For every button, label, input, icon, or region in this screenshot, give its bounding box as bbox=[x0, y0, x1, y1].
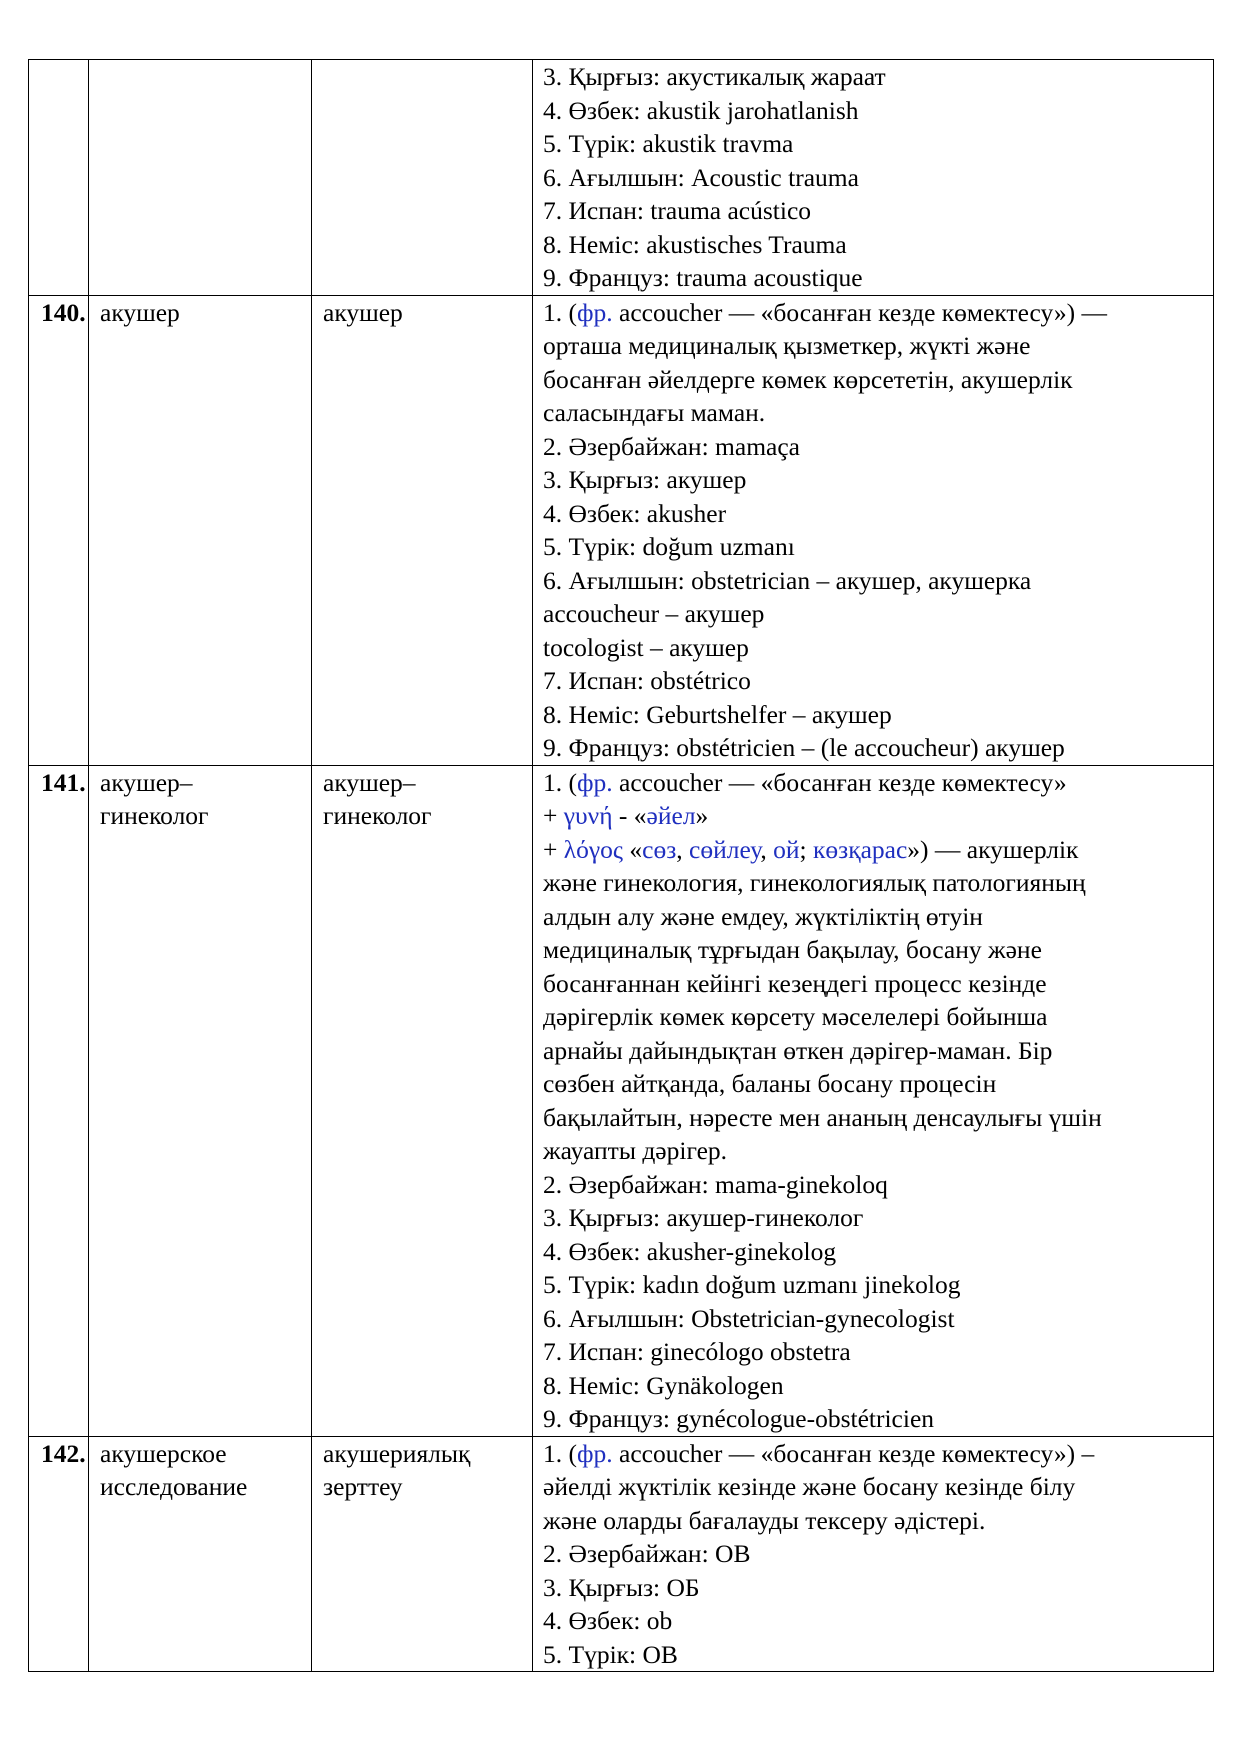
text-segment: 5. Түрік: kadın doğum uzmanı jinekolog bbox=[543, 1270, 961, 1299]
etymology-term: сөйлеу bbox=[689, 834, 761, 864]
definition-line bbox=[543, 1000, 1207, 1034]
text-segment: жауапты дәрігер. bbox=[543, 1136, 728, 1165]
definition-line bbox=[543, 933, 1207, 967]
etymology-term: әйел bbox=[646, 801, 696, 830]
text-segment: 6. Ағылшын: Obstetrician-gynecologist bbox=[543, 1303, 955, 1333]
definition-line bbox=[543, 1168, 1207, 1202]
etymology-term: фр. bbox=[577, 767, 613, 797]
definition-cell bbox=[533, 60, 1214, 296]
text-segment: 5. Түрік: doğum uzmanı bbox=[543, 532, 795, 561]
definition-line bbox=[543, 1437, 1207, 1471]
text-segment: accoucheur – акушер bbox=[543, 599, 765, 628]
text-segment: 9. Француз: gynécologue-obstétricien bbox=[543, 1404, 935, 1433]
text-segment: 1. ( bbox=[543, 1438, 577, 1468]
text-segment: 8. Неміс: Gynäkologen bbox=[543, 1370, 784, 1400]
definition-line bbox=[543, 497, 1207, 531]
table-row bbox=[29, 295, 1214, 765]
text-segment: 4. Өзбек: akustik jarohatlanish bbox=[543, 95, 859, 125]
etymology-term: λόγος bbox=[563, 834, 623, 864]
text-segment: босанғаннан кейінгі кезеңдегі процесс кезінде bbox=[543, 968, 1047, 998]
text-segment: дәрігерлік көмек көрсету мәселелері бойынша bbox=[543, 1002, 1048, 1031]
definition-line bbox=[543, 1402, 1207, 1436]
term-russian bbox=[89, 765, 312, 1436]
definition-line bbox=[543, 1235, 1207, 1269]
text-segment: 3. Қырғыз: ОБ bbox=[543, 1572, 700, 1602]
text-segment: арнайы дайындықтан өткен дәрігер-маман. Бір bbox=[543, 1035, 1053, 1065]
definition-line bbox=[543, 833, 1207, 867]
term-line: акушер– bbox=[100, 767, 193, 797]
definition-line bbox=[543, 664, 1207, 698]
definition-line bbox=[543, 396, 1207, 430]
definition-line bbox=[543, 127, 1207, 161]
term-russian bbox=[89, 60, 312, 296]
term-kazakh bbox=[312, 765, 533, 1436]
text-segment: , bbox=[676, 834, 690, 864]
text-segment: медициналық тұрғыдан бақылау, босану және bbox=[543, 935, 1042, 964]
text-segment: 1. ( bbox=[543, 767, 577, 797]
definition-line bbox=[543, 94, 1207, 128]
text-segment: 7. Испан: obstétrico bbox=[543, 666, 751, 695]
entry-number: 141. bbox=[29, 765, 89, 1436]
text-segment: tocologist – акушер bbox=[543, 632, 749, 662]
text-segment: және гинекология, гинекологиялық патологияның bbox=[543, 868, 1086, 897]
definition-line bbox=[543, 329, 1207, 363]
text-segment: алдын алу және емдеу, жүктіліктің өтуін bbox=[543, 901, 983, 931]
text-segment: « bbox=[623, 834, 643, 864]
text-segment: 3. Қырғыз: акушер-гинеколог bbox=[543, 1203, 864, 1232]
definition-line bbox=[543, 363, 1207, 397]
term-kazakh bbox=[312, 295, 533, 765]
etymology-term: фр. bbox=[577, 1438, 613, 1468]
definition-cell bbox=[533, 765, 1214, 1436]
text-segment: және оларды бағалауды тексеру әдістері. bbox=[543, 1505, 986, 1535]
text-segment: 2. Әзербайжан: mama-ginekoloq bbox=[543, 1169, 888, 1199]
text-segment: 9. Француз: trauma acoustique bbox=[543, 263, 863, 292]
text-segment: + bbox=[543, 801, 564, 830]
definition-line bbox=[543, 1537, 1207, 1571]
definition-line bbox=[543, 631, 1207, 665]
text-segment: орташа медициналық қызметкер, жүкті және bbox=[543, 331, 1031, 360]
text-segment: , bbox=[760, 834, 774, 864]
entry-number: 140. bbox=[29, 295, 89, 765]
definition-line bbox=[543, 1268, 1207, 1302]
text-segment: accoucher — «босанған кезде көмектесу» bbox=[612, 767, 1067, 797]
text-segment: + bbox=[543, 834, 564, 864]
text-segment: 3. Қырғыз: акушер bbox=[543, 465, 747, 494]
text-segment: » bbox=[695, 801, 709, 830]
text-segment: 1. ( bbox=[543, 297, 577, 327]
text-segment: 4. Өзбек: akusher bbox=[543, 498, 727, 528]
definition-line bbox=[543, 463, 1207, 497]
term-line: акушер bbox=[323, 297, 403, 327]
text-segment: 7. Испан: trauma acústico bbox=[543, 196, 812, 225]
term-kazakh bbox=[312, 1436, 533, 1672]
definition-line bbox=[543, 1571, 1207, 1605]
definition-line bbox=[543, 161, 1207, 195]
definition-line bbox=[543, 261, 1207, 295]
entry-number bbox=[29, 60, 89, 296]
definition-line bbox=[543, 799, 1207, 833]
text-segment: босанған әйелдерге көмек көрсететін, акушерлік bbox=[543, 364, 1073, 394]
definition-cell bbox=[533, 295, 1214, 765]
text-segment: сөзбен айтқанда, баланы босану процесін bbox=[543, 1069, 997, 1098]
text-segment: 6. Ағылшын: obstetrician – акушер, акушерка bbox=[543, 565, 1032, 595]
term-russian bbox=[89, 295, 312, 765]
definition-line bbox=[543, 1335, 1207, 1369]
dictionary-body bbox=[29, 60, 1214, 1672]
definition-line bbox=[543, 967, 1207, 1001]
etymology-term: ой bbox=[773, 834, 800, 864]
text-segment: 9. Француз: obstétricien – (le accoucheur) акушер bbox=[543, 733, 1065, 762]
entry-number: 142. bbox=[29, 1436, 89, 1672]
text-segment: accoucher — «босанған кезде көмектесу») — bbox=[612, 297, 1108, 327]
text-segment: ») — акушерлік bbox=[907, 834, 1079, 864]
text-segment: ; bbox=[799, 834, 813, 864]
text-segment: әйелді жүктілік кезінде және босану кезінде білу bbox=[543, 1472, 1076, 1501]
table-row bbox=[29, 765, 1214, 1436]
etymology-term: сөз bbox=[642, 834, 677, 864]
text-segment: 8. Неміс: akustisches Trauma bbox=[543, 229, 847, 259]
term-line: акушериялық bbox=[323, 1438, 471, 1468]
text-segment: саласындағы маман. bbox=[543, 398, 766, 427]
definition-line bbox=[543, 1067, 1207, 1101]
text-segment: 4. Өзбек: ob bbox=[543, 1606, 673, 1635]
term-russian bbox=[89, 1436, 312, 1672]
text-segment: accoucher — «босанған кезде көмектесу») – bbox=[612, 1438, 1095, 1468]
text-segment: - « bbox=[612, 801, 647, 830]
dictionary-table bbox=[28, 59, 1214, 1672]
text-segment: бақылайтын, нәресте мен ананың денсаулығы үшін bbox=[543, 1102, 1102, 1132]
definition-line bbox=[543, 228, 1207, 262]
term-line: акушер bbox=[100, 297, 180, 327]
term-line: гинеколог bbox=[100, 801, 209, 830]
etymology-term: фр. bbox=[577, 297, 613, 327]
definition-line bbox=[543, 1604, 1207, 1638]
text-segment: 2. Әзербайжан: mamaça bbox=[543, 431, 800, 461]
text-segment: 5. Түрік: OB bbox=[543, 1639, 678, 1669]
definition-line bbox=[543, 731, 1207, 765]
definition-line bbox=[543, 430, 1207, 464]
definition-line bbox=[543, 766, 1207, 800]
term-line: гинеколог bbox=[323, 801, 432, 830]
term-line: исследование bbox=[100, 1472, 248, 1501]
definition-line bbox=[543, 564, 1207, 598]
definition-line bbox=[543, 194, 1207, 228]
term-line: зерттеу bbox=[323, 1472, 403, 1501]
definition-line bbox=[543, 1369, 1207, 1403]
term-line: акушерское bbox=[100, 1438, 227, 1468]
definition-line bbox=[543, 1470, 1207, 1504]
term-line: акушер– bbox=[323, 767, 416, 797]
definition-line bbox=[543, 597, 1207, 631]
definition-cell bbox=[533, 1436, 1214, 1672]
definition-line bbox=[543, 1504, 1207, 1538]
definition-line bbox=[543, 866, 1207, 900]
table-row bbox=[29, 1436, 1214, 1672]
text-segment: 3. Қырғыз: акустикалық жараат bbox=[543, 62, 886, 91]
term-kazakh bbox=[312, 60, 533, 296]
definition-line bbox=[543, 530, 1207, 564]
text-segment: 7. Испан: ginecólogo obstetra bbox=[543, 1337, 851, 1366]
text-segment: 8. Неміс: Geburtshelfer – акушер bbox=[543, 699, 892, 729]
text-segment: 6. Ағылшын: Acoustic trauma bbox=[543, 162, 859, 192]
text-segment: 5. Түрік: akustik travma bbox=[543, 129, 794, 158]
definition-line bbox=[543, 296, 1207, 330]
etymology-term: көзқарас bbox=[812, 834, 908, 864]
text-segment: 4. Өзбек: akusher-ginekolog bbox=[543, 1236, 837, 1266]
definition-line bbox=[543, 698, 1207, 732]
table-row bbox=[29, 60, 1214, 296]
text-segment: 2. Әзербайжан: OB bbox=[543, 1539, 751, 1568]
etymology-term: γυνή bbox=[563, 801, 613, 830]
definition-line bbox=[543, 1638, 1207, 1672]
definition-line bbox=[543, 60, 1207, 94]
definition-line bbox=[543, 1201, 1207, 1235]
definition-line bbox=[543, 1302, 1207, 1336]
definition-line bbox=[543, 1034, 1207, 1068]
definition-line bbox=[543, 1134, 1207, 1168]
definition-line bbox=[543, 1101, 1207, 1135]
definition-line bbox=[543, 900, 1207, 934]
